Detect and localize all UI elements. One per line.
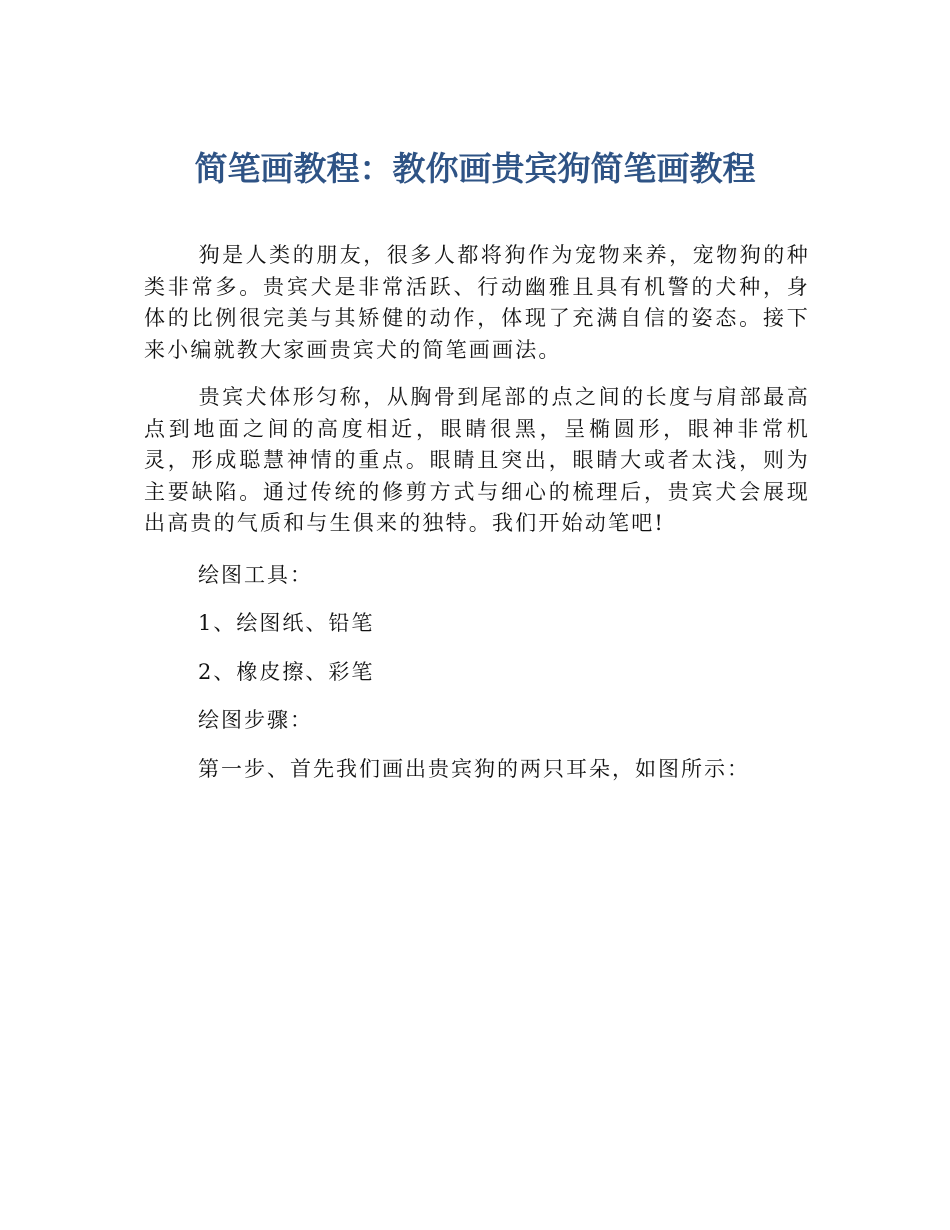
steps-heading: 绘图步骤： [198,708,313,732]
step-1: 第一步、首先我们画出贵宾狗的两只耳朵，如图所示： [198,756,750,781]
tool-item-2: 2、橡皮擦、彩笔 [198,659,375,684]
paragraph-intro: 狗是人类的朋友，很多人都将狗作为宠物来养，宠物狗的种类非常多。贵宾犬是非常活跃、行动幽雅且具有机警的犬种，身体的比例很完美与其矫健的动作，体现了充满自信的姿态。接下来小编就教大家画贵宾犬的简笔画画法。 [144,243,810,362]
tool-item-1: 1、绘图纸、铅笔 [198,611,375,635]
document-body [144,240,810,785]
document-title: 简笔画教程：教你画贵宾狗简笔画教程 [194,149,756,188]
paragraph-description: 贵宾犬体形匀称，从胸骨到尾部的点之间的长度与肩部最高点到地面之间的高度相近，眼睛很黑，呈椭圆形，眼神非常机灵，形成聪慧神情的重点。眼睛且突出，眼睛大或者太浅，则为主要缺陷。通过传统的修剪方式与细心的梳理后，贵宾犬会展现出高贵的气质和与生俱来的独特。我们开始动笔吧! [144,385,810,535]
tools-heading: 绘图工具： [198,562,313,587]
